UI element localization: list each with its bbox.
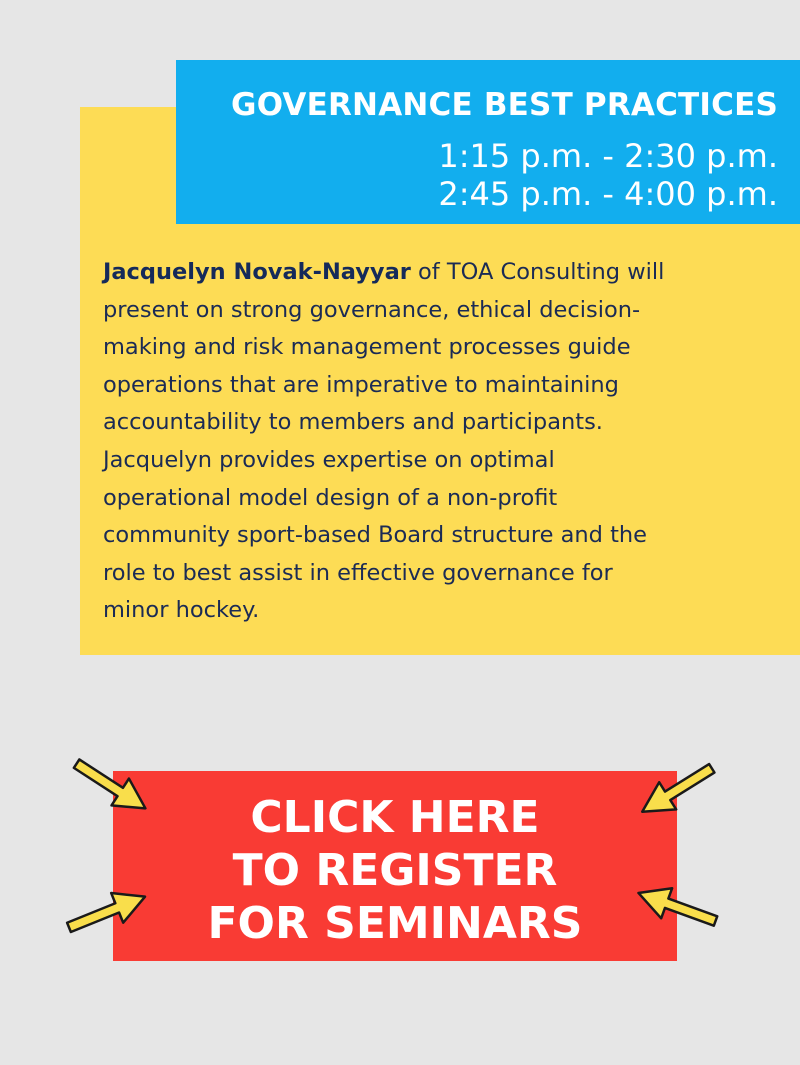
description-line: making and risk management processes guide (103, 334, 631, 361)
description-line: Jacquelyn provides expertise on optimal (103, 446, 555, 473)
session-header (176, 60, 800, 224)
description-line: operational model design of a non-profit (103, 484, 558, 511)
arrow-bottom-left-icon (62, 882, 152, 942)
register-button-line-3: FOR SEMINARS (207, 898, 583, 949)
description-line: minor hockey. (103, 597, 260, 624)
description-line: accountability to members and participants. (103, 409, 603, 436)
session-title: GOVERNANCE BEST PRACTICES (231, 87, 778, 123)
register-button-line-2: TO REGISTER (232, 845, 558, 896)
description-line (103, 254, 793, 292)
session-time-2: 2:45 p.m. - 4:00 p.m. (438, 175, 778, 213)
description-line: community sport-based Board structure and the (103, 522, 648, 549)
speaker-name: Jacquelyn Novak-Nayyar (103, 259, 411, 285)
session-description (103, 254, 793, 630)
session-time-1: 1:15 p.m. - 2:30 p.m. (438, 137, 778, 175)
description-line: operations that are imperative to maintaining (103, 371, 619, 398)
register-button-line-1: CLICK HERE (250, 792, 540, 843)
description-line: role to best assist in effective governance for (103, 559, 613, 586)
arrow-bottom-right-icon (632, 877, 722, 937)
arrow-top-left-icon (66, 756, 156, 816)
arrow-top-right-icon (632, 760, 722, 820)
register-button[interactable] (113, 771, 677, 961)
description-line: present on strong governance, ethical decision- (103, 296, 641, 323)
description-line-text: of TOA Consulting will (410, 259, 665, 285)
